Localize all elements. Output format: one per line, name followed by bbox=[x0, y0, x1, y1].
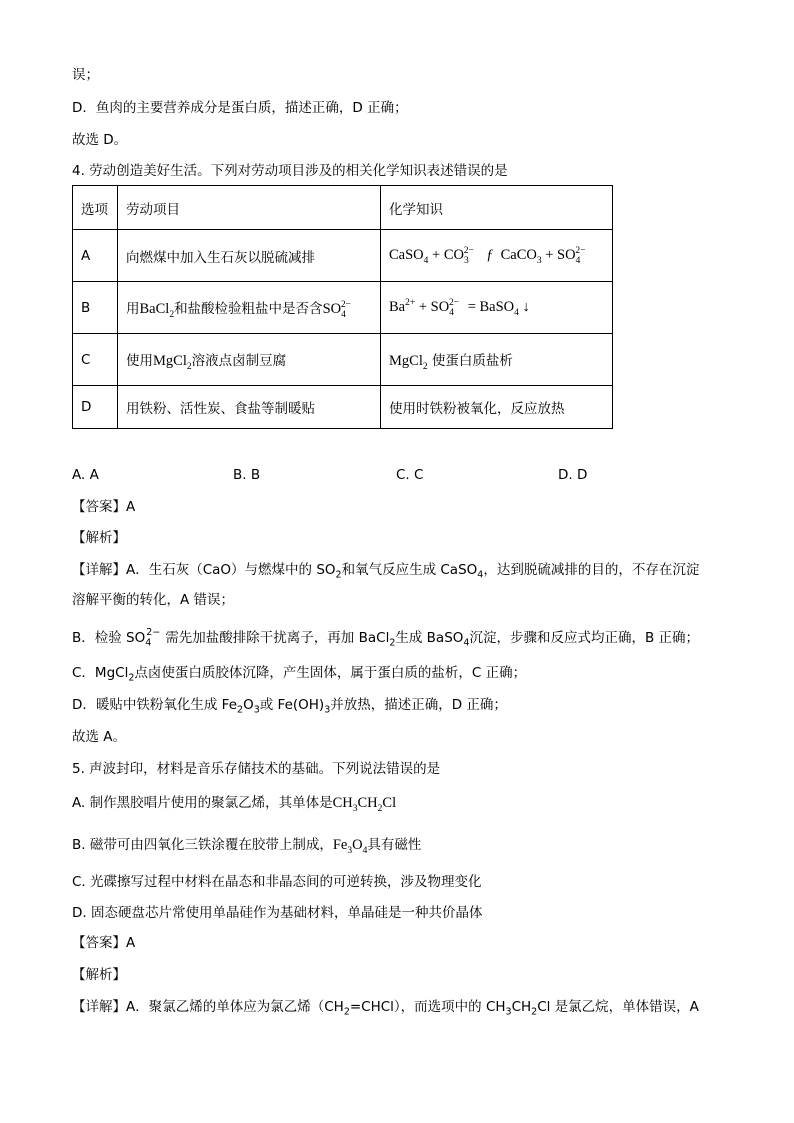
row-knowledge: MgCl$_2$ 使蛋白质盐析 bbox=[381, 334, 613, 386]
equation-caso4-co3: CaSO$_4$ + $CO_3^{2-}$ ƒ CaCO$_3$ + $SO_4^{2-}$ bbox=[389, 246, 586, 266]
q5-option-d: D. 固态硬盘芯片常使用单晶硅作为基础材料，单晶硅是一种共价晶体 bbox=[72, 905, 483, 921]
header-project: 劳动项目 bbox=[118, 186, 381, 230]
table-header-row bbox=[73, 186, 613, 230]
option-a: A. A bbox=[72, 467, 99, 483]
detail-line: 【详解】A．聚氯乙烯的单体应为氯乙烯$(CH_2=CHCl)$，而选项中的 $CH_3CH_2Cl$ 是氯乙烷，单体错误，A bbox=[72, 999, 699, 1018]
row-knowledge bbox=[381, 282, 613, 334]
table-row bbox=[73, 230, 613, 282]
row-project: 使用MgCl$_2$溶液点卤制豆腐 bbox=[118, 334, 381, 386]
table-row bbox=[73, 386, 613, 429]
question-5-stem: 5. 声波封印，材料是音乐存储技术的基础。下列说法错误的是 bbox=[72, 761, 441, 777]
table-row bbox=[73, 334, 613, 386]
q5-option-b: B. 磁带可由四氧化三铁涂覆在胶带上制成，$Fe_3O_4$具有磁性 bbox=[72, 837, 422, 856]
text-line: D．鱼肉的主要营养成分是蛋白质，描述正确，D 正确； bbox=[72, 100, 408, 116]
header-option: 选项 bbox=[73, 186, 118, 230]
mgcl2-formula: MgCl$_2$ bbox=[153, 353, 192, 372]
row-project: 用铁粉、活性炭、食盐等制暖贴 bbox=[118, 386, 381, 429]
text-line: 溶解平衡的转化，A 错误； bbox=[72, 592, 235, 608]
option-d: D. D bbox=[558, 467, 588, 483]
header-knowledge: 化学知识 bbox=[381, 186, 613, 230]
bacl2-formula: BaCl$_2$ bbox=[139, 301, 175, 320]
text-line: C．MgCl$_2$点卤使蛋白质胶体沉降，产生固体，属于蛋白质的盐析，C 正确； bbox=[72, 665, 527, 684]
text-line: D．暖贴中铁粉氧化生成 $Fe_2O_3$或 $Fe(OH)_3$并放热，描述正确，D 正确； bbox=[72, 697, 507, 716]
question-4-stem: 4. 劳动创造美好生活。下列对劳动项目涉及的相关化学知识表述错误的是 bbox=[72, 163, 508, 179]
table-row bbox=[73, 282, 613, 334]
detail-line: 【详解】A．生石灰（CaO）与燃煤中的 $SO_2$和氧气反应生成 CaSO$_4$，达到脱硫减排的目的，不存在沉淀 bbox=[72, 562, 700, 581]
row-option: D bbox=[73, 386, 118, 429]
mgcl2-formula: MgCl$_2$ bbox=[389, 353, 428, 372]
fe3o4-formula: $Fe_3O_4$ bbox=[332, 837, 368, 856]
option-c: C. C bbox=[396, 467, 424, 483]
text-line: 故选 D。 bbox=[72, 132, 128, 148]
row-option: B bbox=[73, 282, 118, 334]
equation-baso4: $Ba^{2+} + SO_4^{2-}$ = BaSO$_4$ ↓ bbox=[389, 298, 530, 318]
ch3ch2cl-formula: $CH_3CH_2Cl$ bbox=[332, 795, 397, 814]
answer-line: 【答案】A bbox=[72, 499, 136, 515]
question-4-table bbox=[72, 185, 613, 429]
q5-option-c: C. 光碟擦写过程中材料在晶态和非晶态间的可逆转换，涉及物理变化 bbox=[72, 874, 482, 890]
answer-line: 【答案】A bbox=[72, 935, 136, 951]
row-knowledge bbox=[381, 230, 613, 282]
text-line: 误； bbox=[72, 67, 99, 83]
row-knowledge: 使用时铁粉被氧化，反应放热 bbox=[381, 386, 613, 429]
q5-option-a: A. 制作黑胶唱片使用的聚氯乙烯，其单体是$CH_3CH_2Cl$ bbox=[72, 795, 397, 814]
row-project: 向燃煤中加入生石灰以脱硫减排 bbox=[118, 230, 381, 282]
text-line: B．检验 $SO_4^{2-}$ 需先加盐酸排除干扰离子，再加 BaCl$_2$生成 BaSO$_4$沉淀，步骤和反应式均正确，B 正确； bbox=[72, 626, 700, 649]
row-option: A bbox=[73, 230, 118, 282]
text-line: 故选 A。 bbox=[72, 729, 127, 745]
analysis-label: 【解析】 bbox=[72, 967, 126, 983]
option-b: B. B bbox=[233, 467, 261, 483]
analysis-label: 【解析】 bbox=[72, 530, 126, 546]
row-project: 用BaCl$_2$和盐酸检验粗盐中是否含$SO_4^{2-}$ bbox=[118, 282, 381, 334]
so4-ion: $SO_4^{2-}$ bbox=[322, 300, 351, 320]
row-option: C bbox=[73, 334, 118, 386]
